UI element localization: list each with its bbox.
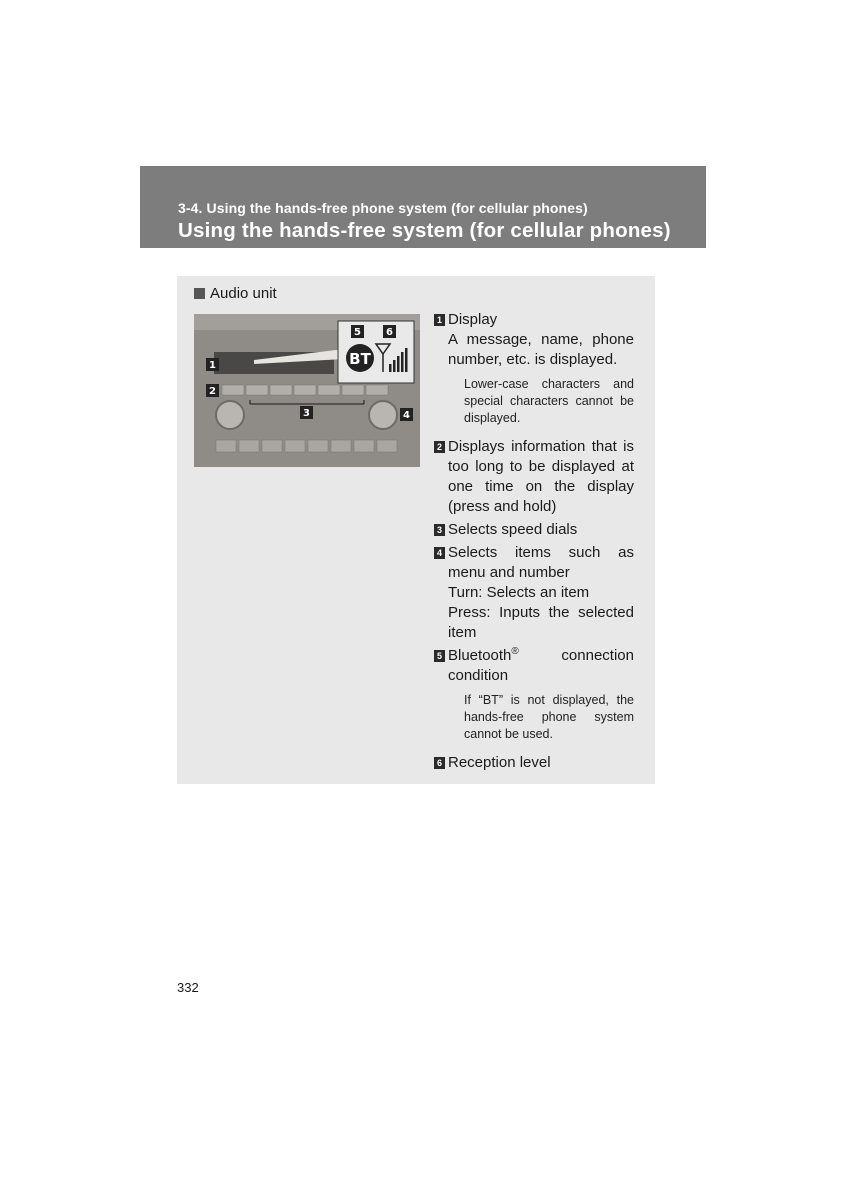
section-heading: [194, 285, 277, 302]
svg-text:2: 2: [209, 386, 216, 397]
item-title: Display: [448, 311, 498, 328]
registered-mark: ®: [511, 646, 519, 657]
left-knob: [216, 401, 244, 429]
list-item: [434, 310, 634, 370]
svg-text:3: 3: [303, 408, 310, 419]
square-bullet-icon: [194, 288, 205, 299]
svg-text:5: 5: [354, 327, 361, 338]
item-text: Displays information that is too long to be displayed at one time on the display (press and hold): [448, 438, 634, 515]
bt-indicator-label: BT: [349, 350, 371, 368]
item-text: Selects speed dials: [448, 521, 578, 538]
page-number: 332: [177, 980, 199, 995]
list-item: [434, 753, 634, 773]
item-text: Reception level: [448, 754, 551, 771]
callout-2: [206, 384, 219, 397]
callout-3: [300, 406, 313, 419]
item-text: A message, name, phone number, etc. is displayed.: [448, 331, 634, 368]
audio-unit-figure: [194, 314, 420, 467]
callout-4: [400, 408, 413, 421]
item-text: Selects items such as menu and number: [448, 544, 634, 581]
callout-6: [383, 325, 396, 338]
item-list: [434, 310, 634, 776]
list-item: [434, 520, 634, 540]
list-item: [434, 646, 634, 686]
item-number: 3: [434, 524, 445, 536]
item-number: 1: [434, 314, 445, 326]
item-text: Press: Inputs the selected item: [448, 604, 634, 641]
item-number: 2: [434, 441, 445, 453]
item-note: If “BT” is not displayed, the hands-free phone system cannot be used.: [464, 693, 634, 741]
svg-text:1: 1: [209, 360, 216, 371]
svg-text:4: 4: [403, 410, 410, 421]
chapter-header: [140, 166, 706, 248]
item-text: [448, 646, 634, 686]
callout-1: [206, 358, 219, 371]
item-text-pre: Bluetooth: [448, 647, 512, 664]
item-number: 4: [434, 547, 445, 559]
preset-button-row: [222, 385, 388, 395]
callout-5: [351, 325, 364, 338]
svg-text:6: 6: [386, 327, 393, 338]
item-note: Lower-case characters and special characters cannot be displayed.: [464, 377, 634, 425]
item-number: 6: [434, 757, 445, 769]
item-number: 5: [434, 650, 445, 662]
page-title: Using the hands-free system (for cellular phones): [178, 219, 671, 242]
item-text-post: connection condition: [448, 647, 634, 684]
list-item: [434, 543, 634, 643]
item-text: Turn: Selects an item: [448, 584, 590, 601]
content-panel: [177, 276, 655, 784]
chapter-subtitle: 3-4. Using the hands-free phone system (for cellular phones): [178, 200, 588, 216]
list-item: [434, 437, 634, 517]
section-heading-text: Audio unit: [210, 285, 277, 302]
tune-select-knob: [369, 401, 397, 429]
